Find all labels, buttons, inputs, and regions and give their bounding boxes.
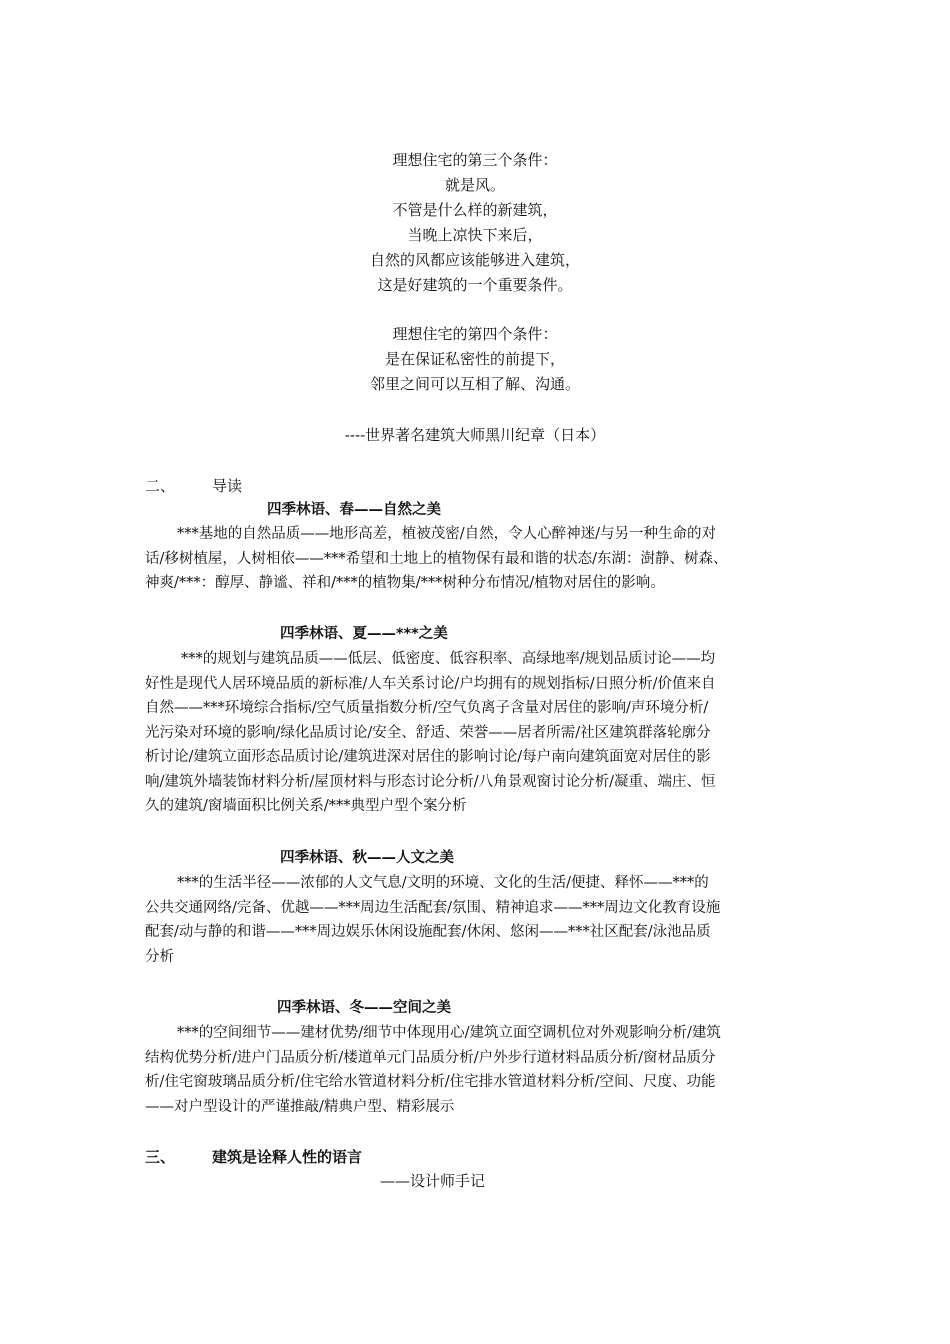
- paragraph-line: 光污染对环境的影响/绿化品质讨论/安全、舒适、荣誉——居者所需/社区建筑群落轮廓分: [145, 724, 711, 741]
- quote-line: 邻里之间可以互相了解、沟通。: [369, 375, 580, 393]
- section-3-subtitle: ——设计师手记: [380, 1172, 486, 1190]
- paragraph-line: ——对户型设计的严谨推敲/精典户型、精彩展示: [145, 1098, 455, 1115]
- paragraph-line: ***的生活半径——浓郁的人文气息/文明的环境、文化的生活/便捷、释怀——***的: [177, 875, 709, 891]
- paragraph-line: 析/住宅窗玻璃品质分析/住宅给水管道材料分析/住宅排水管道材料分析/空间、尺度、功能: [145, 1074, 716, 1090]
- summer-title: 四季林语、夏——***之美: [280, 626, 448, 642]
- quote-line: 这是好建筑的一个重要条件。: [377, 276, 573, 294]
- paragraph-line: ***的规划与建筑品质——低层、低密度、低容积率、高绿地率/规划品质讨论——均: [181, 651, 716, 667]
- summer-paragraph: [145, 647, 815, 819]
- winter-title: 四季林语、冬——空间之美: [277, 1000, 451, 1016]
- paragraph-line: 析讨论/建筑立面形态品质讨论/建筑进深对居住的影响讨论/每户南向建筑面宽对居住的影: [145, 749, 711, 765]
- paragraph-line: 结构优势分析/进户门品质分析/楼道单元门品质分析/户外步行道材料品质分析/窗材品质分: [145, 1049, 716, 1066]
- paragraph-line: 好性是现代人居环境品质的新标准/人车关系讨论/户均拥有的规划指标/日照分析/价值来自: [145, 675, 716, 692]
- spring-paragraph: [145, 522, 815, 596]
- section-title: 建筑是诠释人性的语言: [212, 1148, 363, 1166]
- autumn-paragraph: [145, 871, 815, 969]
- quote-attribution: ----世界著名建筑大师黑川纪章（日本）: [344, 426, 606, 444]
- paragraph-line: 自然——***环境综合指标/空气质量指数分析/空气负离子含量对居住的影响/声环境分析/: [145, 700, 709, 716]
- quote-line: 当晚上凉快下来后，: [407, 226, 543, 244]
- section-3-heading: [145, 1145, 362, 1169]
- spring-title: 四季林语、春——自然之美: [267, 502, 441, 518]
- quote-line: 理想住宅的第三个条件：: [392, 151, 558, 169]
- quote-line: 就是风。: [444, 176, 505, 194]
- paragraph-line: 分析: [145, 948, 174, 965]
- section-title: 导读: [212, 477, 243, 495]
- quote-line: 理想住宅的第四个条件：: [392, 325, 558, 343]
- paragraph-line: 公共交通网络/完备、优越——***周边生活配套/氛围、精神追求——***周边文化教育设施: [145, 899, 721, 916]
- section-2-heading: [145, 474, 242, 498]
- quote-stanza-2: [0, 322, 950, 397]
- winter-paragraph: [145, 1021, 815, 1119]
- paragraph-line: 久的建筑/窗墙面积比例关系/***典型户型个案分析: [145, 798, 467, 814]
- quote-line: 自然的风都应该能够进入建筑，: [369, 251, 580, 269]
- autumn-title: 四季林语、秋——人文之美: [280, 850, 454, 866]
- paragraph-line: 配套/动与静的和谐——***周边娱乐休闲设施配套/休闲、悠闲——***社区配套/泳池品质: [145, 924, 711, 940]
- paragraph-line: 响/建筑外墙装饰材料分析/屋顶材料与形态讨论分析/八角景观窗讨论分析/凝重、端庄、恒: [145, 773, 716, 790]
- section-number: 二、: [145, 477, 176, 495]
- paragraph-line: ***基地的自然品质——地形高差，植被茂密/自然，令人心醉神迷/与另一种生命的对: [177, 526, 717, 542]
- section-number: 三、: [145, 1148, 176, 1166]
- paragraph-line: 话/移树植屋，人树相依——***希望和土地上的植物保有最和谐的状态/东湖：澍静、树森、: [145, 550, 728, 567]
- paragraph-line: ***的空间细节——建材优势/细节中体现用心/建筑立面空调机位对外观影响分析/建筑: [177, 1025, 721, 1041]
- paragraph-line: 神爽/***：醇厚、静谧、祥和/***的植物集/***树种分布情况/植物对居住的影响。: [145, 575, 665, 591]
- quote-line: 不管是什么样的新建筑，: [392, 201, 558, 219]
- quote-line: 是在保证私密性的前提下，: [384, 350, 565, 368]
- quote-stanza-1: [0, 148, 950, 298]
